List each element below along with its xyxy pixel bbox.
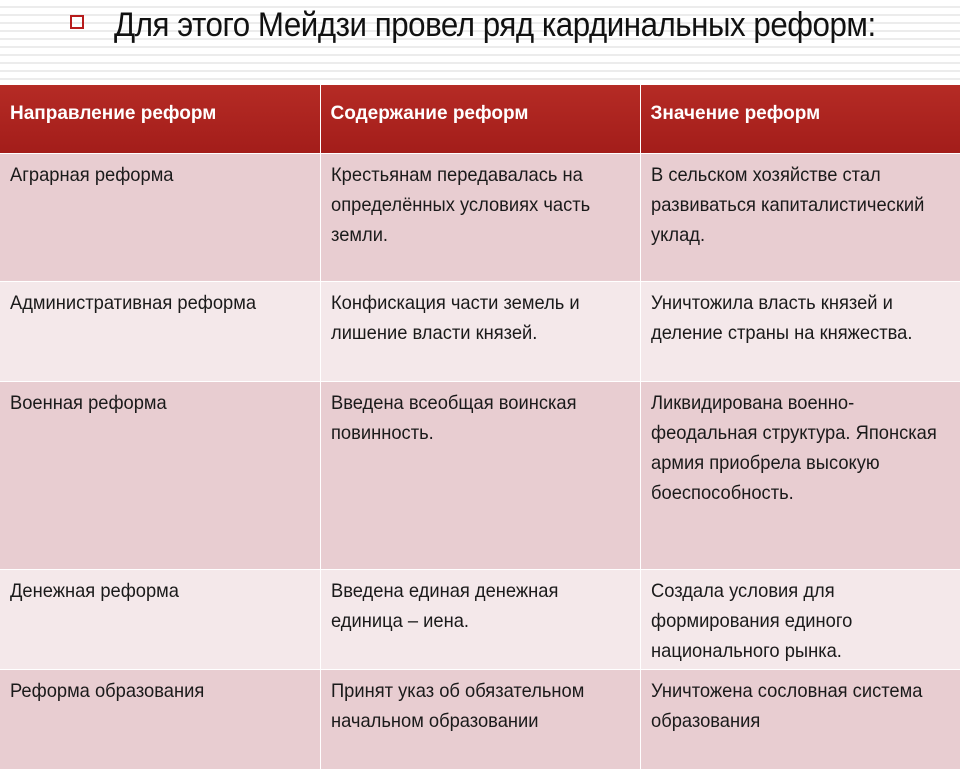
cell-content [320, 669, 640, 769]
reforms-table [0, 85, 961, 769]
cell-text: Конфискация части земель и лишение власти князей. [330, 291, 580, 344]
square-bullet-icon [70, 15, 84, 29]
cell-text: Введена всеобщая воинская повинность. [330, 391, 577, 444]
cell-direction [0, 381, 320, 569]
cell-meaning [640, 569, 960, 669]
cell-direction [0, 153, 320, 281]
cell-content [320, 569, 640, 669]
cell-meaning [640, 669, 960, 769]
cell-direction [0, 669, 320, 769]
header-direction: Направление реформ [0, 85, 320, 153]
cell-text: Крестьянам передавалась на определённых условиях часть земли. [330, 163, 590, 246]
table-row-monetary [0, 569, 960, 669]
cell-meaning [640, 153, 960, 281]
cell-text: Введена единая денежная единица – иена. [330, 579, 558, 632]
cell-direction [0, 281, 320, 381]
cell-text: Аграрная реформа [10, 163, 174, 186]
cell-text: Денежная реформа [10, 579, 179, 602]
header-content: Содержание реформ [320, 85, 640, 153]
cell-content [320, 281, 640, 381]
table-row-administrative [0, 281, 960, 381]
cell-text: В сельском хозяйстве стал развиваться капиталистический уклад. [650, 163, 924, 246]
cell-text: Военная реформа [10, 391, 167, 414]
cell-text: Уничтожена сословная система образования [650, 679, 922, 732]
cell-content [320, 381, 640, 569]
cell-content [320, 153, 640, 281]
title-row [0, 0, 960, 88]
table-row-education [0, 669, 960, 769]
slide-title: Для этого Мейдзи провел ряд кардинальных реформ: [114, 6, 876, 44]
cell-meaning [640, 281, 960, 381]
cell-text: Ликвидирована военно-феодальная структура. Японская армия приобрела высокую боеспособность. [650, 391, 937, 504]
cell-text: Принят указ об обязательном начальном образовании [330, 679, 584, 732]
header-meaning: Значение реформ [640, 85, 960, 153]
cell-text: Административная реформа [10, 291, 257, 314]
cell-direction [0, 569, 320, 669]
cell-meaning [640, 381, 960, 569]
table-row-military [0, 381, 960, 569]
cell-text: Создала условия для формирования единого национального рынка. [650, 579, 852, 662]
cell-text: Реформа образования [10, 679, 205, 702]
table-row-agrarian [0, 153, 960, 281]
cell-text: Уничтожила власть князей и деление страны на княжества. [650, 291, 912, 344]
table-header-row [0, 85, 960, 153]
